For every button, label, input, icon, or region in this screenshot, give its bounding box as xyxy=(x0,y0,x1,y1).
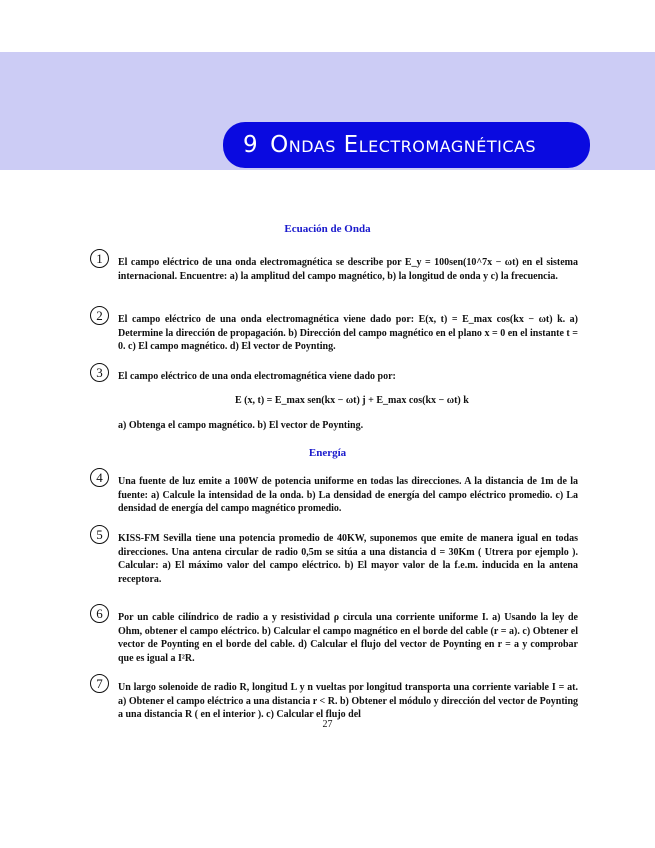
problem-number: 6 xyxy=(90,604,109,623)
problem-text: Por un cable cilíndrico de radio a y resistividad ρ circula una corriente uniforme I. a) Usando la ley de Ohm, obtener el campo eléctrico. b) Calcular el campo magnético en el borde del cable (r = a). c) Obtener el vector de Poynting en el borde del cable. d) Calcular el flujo del vector de Poynting en r = a y comprobar que es igual a I²R. xyxy=(118,612,578,664)
problem-number: 2 xyxy=(90,306,109,325)
problem-number: 1 xyxy=(90,249,109,268)
problem-text: El campo eléctrico de una onda electromagnética viene dado por: E(x, t) = E_max cos(kx − ωt) k. a) Determine la dirección de propagación. b) Dirección del campo magnético en el plano x = 0 en el instante t = 0. c) El campo magnético. d) El vector de Poynting. xyxy=(118,314,578,352)
chapter-heading xyxy=(223,122,590,168)
problem-number: 4 xyxy=(90,468,109,487)
page-number: 27 xyxy=(322,719,333,730)
problem-text: El campo eléctrico de una onda electromagnética se describe por E_y = 100sen(10^7x − ωt) en el sistema internacional. Encuentre: a) la amplitud del campo magnético, b) la longitud de onda y c) la frecuencia. xyxy=(118,257,578,282)
problem-text: KISS-FM Sevilla tiene una potencia promedio de 40KW, suponemos que emite de manera igual en todas direcciones. Una antena circular de radio 0,5m se sitúa a una distancia d = 30Km ( Utrera por ejemplo ). Calcular: a) El máximo valor del campo eléctrico. b) El mayor valor de la f.e.m. inducida en la antena receptora. xyxy=(118,533,578,585)
problem-text-continued: a) Obtenga el campo magnético. b) El vector de Poynting. xyxy=(118,420,364,431)
problem-text: El campo eléctrico de una onda electromagnética viene dado por: xyxy=(118,371,396,382)
problem-number: 3 xyxy=(90,363,109,382)
problem-text: Un largo solenoide de radio R, longitud L y n vueltas por longitud transporta una corriente variable I = at. a) Obtener el campo eléctrico a una distancia r < R. b) Obtener el módulo y dirección del vector de Poynting a una distancia R ( en el interior ). c) Calcular el flujo del xyxy=(118,682,579,720)
problem-number: 7 xyxy=(90,674,109,693)
problem-text: Una fuente de luz emite a 100W de potencia uniforme en todas las direcciones. A la distancia de 1m de la fuente: a) Calcule la intensidad de la onda. b) La densidad de energía del campo eléctrico promedio. c) La densidad de energía del campo magnético promedio. xyxy=(118,476,578,514)
section-title-wave-equation: Ecuación de Onda xyxy=(284,223,371,235)
problem-number: 5 xyxy=(90,525,109,544)
section-title-energy: Energía xyxy=(308,447,347,459)
chapter-title: Ondas Electromagnéticas xyxy=(270,132,537,158)
chapter-number: 9 xyxy=(243,132,259,158)
equation: E (x, t) = E_max sen(kx − ωt) j + E_max cos(kx − ωt) k xyxy=(235,395,469,406)
